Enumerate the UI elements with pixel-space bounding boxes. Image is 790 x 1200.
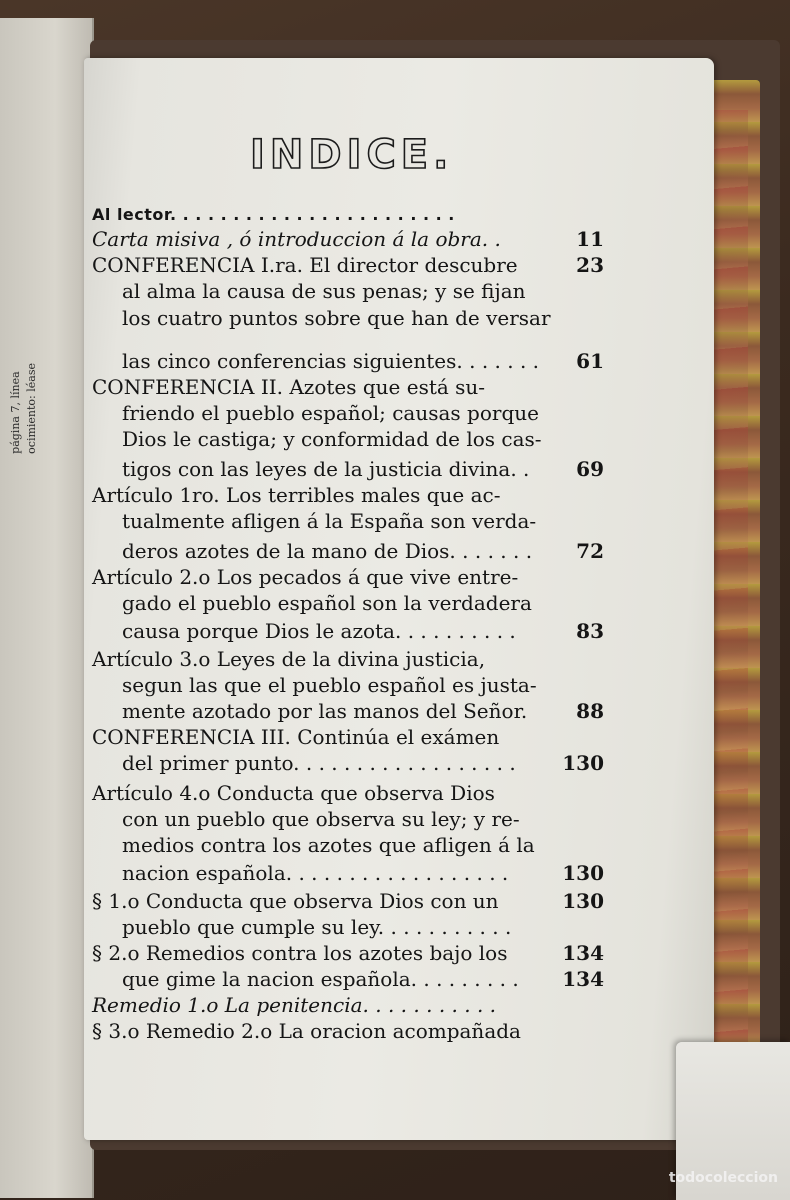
toc-text: § 3.o Remedio 2.o La oracion acompañada xyxy=(92,1019,521,1043)
toc-text: Remedio 1.o La penitencia. . . . . . . . . . . xyxy=(92,993,497,1017)
toc-text: Artículo 4.o Conducta que observa Dios xyxy=(92,781,495,805)
toc-page-number: 88 xyxy=(576,699,604,723)
toc-text: § 1.o Conducta que observa Dios con un xyxy=(92,889,499,913)
toc-text: pueblo que cumple su ley. . . . . . . . . . . xyxy=(122,915,512,939)
toc-text: las cinco conferencias siguientes. . . . . . . xyxy=(122,349,540,373)
toc-text: gado el pueblo español son la verdadera xyxy=(122,591,532,615)
toc-text: Dios le castiga; y conformidad de los cas- xyxy=(122,427,542,451)
toc-text: Carta misiva , ó introduccion á la obra. . xyxy=(92,227,501,251)
toc-page-number: 69 xyxy=(576,457,604,481)
toc-page-number: 83 xyxy=(576,619,604,643)
toc-page-number: 23 xyxy=(576,253,604,277)
toc-text: mente azotado por las manos del Señor. xyxy=(122,699,528,723)
toc-page-number: 72 xyxy=(576,539,604,563)
page-title: INDICE. xyxy=(250,132,454,178)
toc-page-number: 130 xyxy=(562,751,604,775)
toc-text: del primer punto. . . . . . . . . . . . . . . . . . xyxy=(122,751,516,775)
toc-text: causa porque Dios le azota. . . . . . . . . . xyxy=(122,619,516,643)
toc-text: Al lector. . . . . . . . . . . . . . . . . . . . . . . xyxy=(92,205,455,224)
toc-line xyxy=(92,424,612,454)
toc-page-number: 134 xyxy=(562,941,604,965)
toc-text: friendo el pueblo español; causas porque xyxy=(122,401,539,425)
toc-line xyxy=(92,506,612,536)
toc-line xyxy=(92,588,612,618)
toc-line xyxy=(92,858,612,888)
toc-text: Artículo 3.o Leyes de la divina justicia, xyxy=(92,647,486,671)
toc-text: deros azotes de la mano de Dios. . . . . . . xyxy=(122,539,533,563)
toc-line xyxy=(92,830,612,860)
watermark: todocoleccion xyxy=(668,1170,778,1186)
toc-text: los cuatro puntos sobre que han de versar xyxy=(122,306,551,330)
toc-text: nacion española. . . . . . . . . . . . . . . . . . xyxy=(122,861,509,885)
toc-line xyxy=(92,1016,612,1046)
toc-page-number: 11 xyxy=(576,227,604,251)
toc-line xyxy=(92,276,612,306)
toc-page-number: 134 xyxy=(562,967,604,991)
toc-page-number: 130 xyxy=(562,889,604,913)
toc-text: tigos con las leyes de la justicia divina. . xyxy=(122,457,530,481)
toc-page-number: 130 xyxy=(562,861,604,885)
errata-line: ocimiento: léase xyxy=(25,363,38,454)
toc-page-number: 61 xyxy=(576,349,604,373)
toc-text: con un pueblo que observa su ley; y re- xyxy=(122,807,520,831)
toc-text: Artículo 1ro. Los terribles males que ac- xyxy=(92,483,501,507)
toc-text: medios contra los azotes que afligen á la xyxy=(122,833,535,857)
toc-text: segun las que el pueblo español es justa- xyxy=(122,673,537,697)
errata-line: página 7, línea xyxy=(9,371,22,454)
toc-text: al alma la causa de sus penas; y se fijan xyxy=(122,279,526,303)
toc-text: CONFERENCIA III. Continúa el exámen xyxy=(92,725,500,749)
toc-text: CONFERENCIA I.ra. El director descubre xyxy=(92,253,518,277)
toc-text: tualmente afligen á la España son verda- xyxy=(122,509,537,533)
errata-note xyxy=(8,363,40,454)
toc-text: Artículo 2.o Los pecados á que vive entre- xyxy=(92,565,519,589)
toc-line xyxy=(92,303,612,333)
toc-text: CONFERENCIA II. Azotes que está su- xyxy=(92,375,486,399)
toc-text: que gime la nacion española. . . . . . . . . xyxy=(122,967,519,991)
toc-line xyxy=(92,748,612,778)
toc-line xyxy=(92,616,612,646)
left-page xyxy=(0,18,94,1198)
toc-text: § 2.o Remedios contra los azotes bajo los xyxy=(92,941,508,965)
